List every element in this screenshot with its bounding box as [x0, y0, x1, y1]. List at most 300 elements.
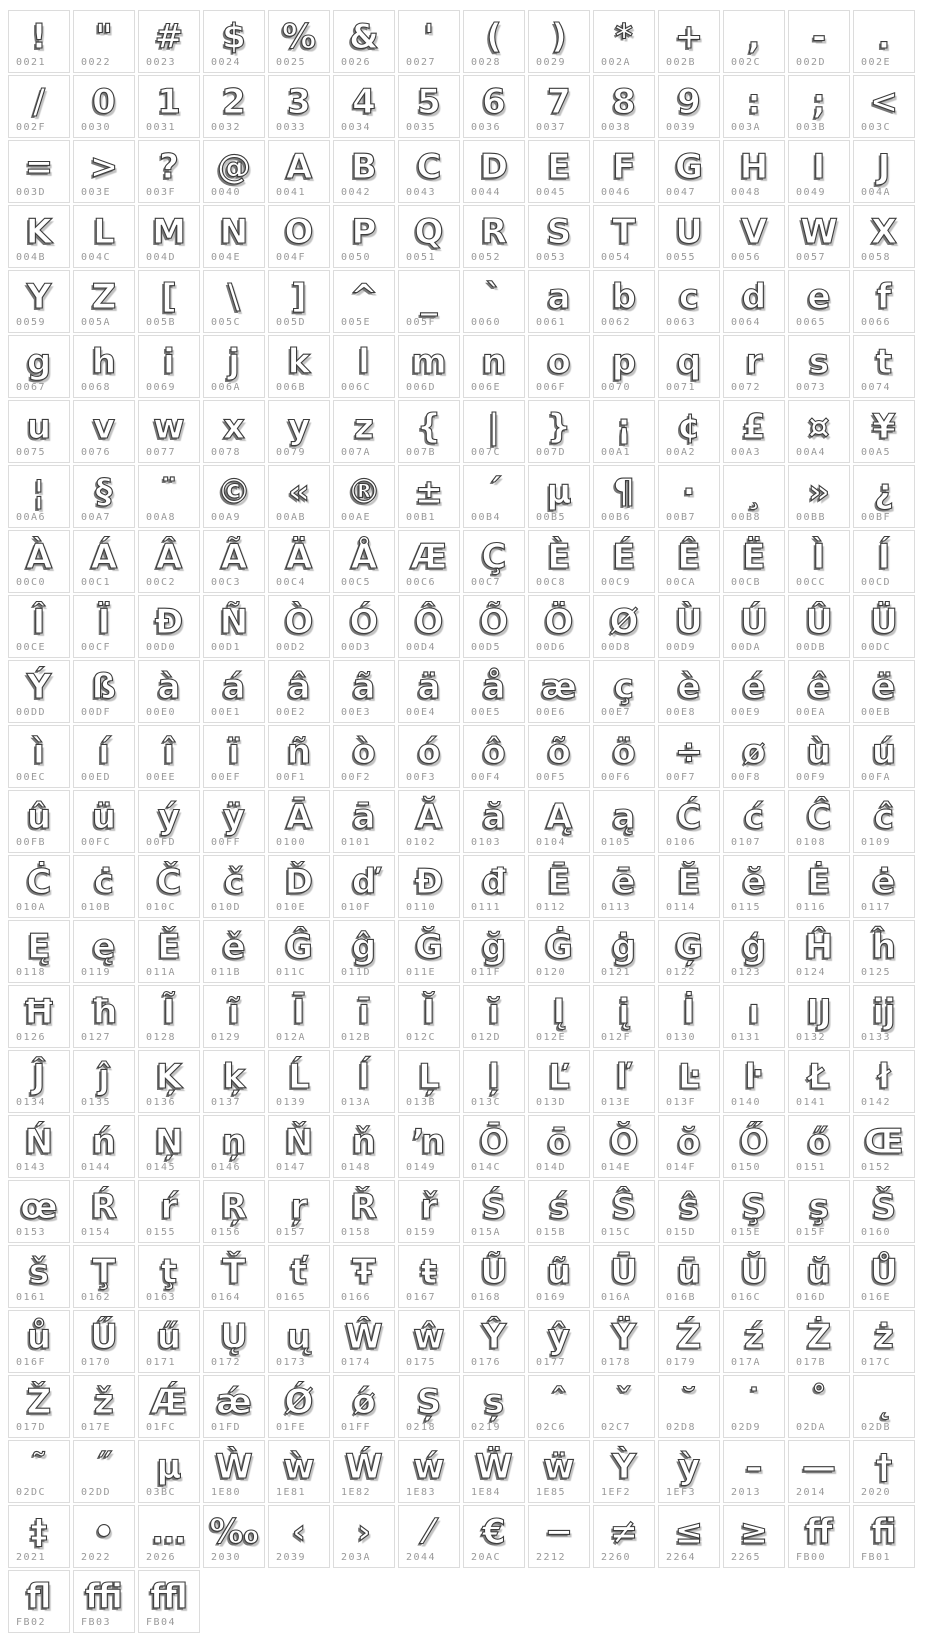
glyph-cell	[788, 530, 850, 593]
glyph: ù	[806, 732, 832, 772]
glyph-cell	[138, 1375, 200, 1438]
codepoint-label: 005B	[146, 317, 177, 328]
glyph: 6	[482, 82, 506, 122]
codepoint-label: 2212	[536, 1552, 567, 1563]
glyph: Ę	[27, 927, 51, 967]
codepoint-label: 00C0	[16, 577, 47, 588]
glyph-cell	[203, 140, 265, 203]
glyph-cell	[528, 1310, 590, 1373]
glyph: [	[161, 277, 177, 317]
glyph-cell	[333, 855, 395, 918]
codepoint-label: 01FE	[276, 1422, 307, 1433]
glyph-cell	[268, 270, 330, 333]
codepoint-label: 00D9	[666, 642, 697, 653]
glyph: Ť	[222, 1252, 246, 1292]
codepoint-label: 016B	[666, 1292, 697, 1303]
glyph-cell	[788, 140, 850, 203]
glyph: –	[745, 1447, 763, 1487]
codepoint-label: 0025	[276, 57, 307, 68]
glyph: Ċ	[26, 862, 52, 902]
glyph: Ğ	[415, 927, 443, 967]
codepoint-label: 00D2	[276, 642, 307, 653]
glyph: ē	[612, 862, 636, 902]
glyph-cell	[658, 985, 720, 1048]
glyph: ĝ	[351, 927, 377, 967]
glyph: ¢	[677, 407, 701, 447]
glyph-cell	[268, 1180, 330, 1243]
glyph-cell	[528, 855, 590, 918]
glyph-cell	[268, 1115, 330, 1178]
glyph: Ă	[415, 797, 443, 837]
codepoint-label: 0048	[731, 187, 762, 198]
glyph-cell	[398, 400, 460, 463]
glyph: ě	[222, 927, 246, 967]
glyph: 9	[677, 82, 701, 122]
glyph-cell	[593, 10, 655, 73]
codepoint-label: 0056	[731, 252, 762, 263]
glyph-cell	[138, 920, 200, 983]
glyph: é	[742, 667, 766, 707]
glyph-cell	[203, 1375, 265, 1438]
codepoint-label: 0119	[81, 967, 112, 978]
codepoint-label: 00B6	[601, 512, 632, 523]
codepoint-label: 005A	[81, 317, 112, 328]
glyph-cell	[853, 1245, 915, 1308]
glyph: k	[287, 342, 311, 382]
glyph: c	[678, 277, 700, 317]
codepoint-label: 016C	[731, 1292, 762, 1303]
glyph: €	[482, 1512, 506, 1552]
glyph-cell	[268, 725, 330, 788]
codepoint-label: 0037	[536, 122, 567, 133]
glyph: 3	[287, 82, 311, 122]
codepoint-label: 2039	[276, 1552, 307, 1563]
glyph-cell	[788, 205, 850, 268]
glyph: ß	[91, 667, 117, 707]
glyph: ō	[547, 1122, 571, 1162]
codepoint-label: 0111	[471, 902, 502, 913]
glyph: ŷ	[547, 1317, 571, 1357]
codepoint-label: 002A	[601, 57, 632, 68]
glyph-cell	[268, 595, 330, 658]
glyph: ¦	[32, 472, 46, 512]
codepoint-label: 0121	[601, 967, 632, 978]
codepoint-label: 0103	[471, 837, 502, 848]
glyph-cell	[138, 1180, 200, 1243]
glyph: s	[808, 342, 830, 382]
glyph-cell	[853, 75, 915, 138]
glyph: ŧ	[420, 1252, 438, 1292]
glyph-cell	[593, 1505, 655, 1568]
glyph: Ú	[740, 602, 768, 642]
glyph-cell	[463, 530, 525, 593]
glyph-cell	[268, 400, 330, 463]
glyph: ẁ	[283, 1447, 315, 1487]
glyph-cell	[593, 1180, 655, 1243]
glyph-cell	[528, 725, 590, 788]
glyph: ›	[356, 1512, 371, 1552]
codepoint-label: 011B	[211, 967, 242, 978]
codepoint-label: 0053	[536, 252, 567, 263]
glyph-cell	[723, 920, 785, 983]
glyph: I	[812, 147, 826, 187]
glyph: Ã	[220, 537, 248, 577]
glyph: Ő	[739, 1122, 769, 1162]
glyph-cell	[8, 400, 70, 463]
glyph-cell	[398, 1310, 460, 1373]
glyph: R	[480, 212, 508, 252]
glyph: =	[24, 147, 54, 187]
glyph: x	[223, 407, 245, 447]
glyph: ö	[612, 732, 636, 772]
glyph-cell	[528, 335, 590, 398]
codepoint-label: 0077	[146, 447, 177, 458]
glyph: Ň	[284, 1122, 314, 1162]
codepoint-label: 013A	[341, 1097, 372, 1108]
codepoint-label: 03BC	[146, 1487, 177, 1498]
codepoint-label: 1E80	[211, 1487, 242, 1498]
glyph-cell	[8, 465, 70, 528]
codepoint-label: 014C	[471, 1162, 502, 1173]
glyph: μ	[156, 1447, 182, 1487]
codepoint-label: 00EF	[211, 772, 242, 783]
glyph: ŗ	[290, 1187, 308, 1227]
codepoint-label: 00CF	[81, 642, 112, 653]
glyph-cell	[268, 1375, 330, 1438]
glyph: Ŵ	[345, 1317, 383, 1357]
glyph: O	[284, 212, 314, 252]
codepoint-label: 017E	[81, 1422, 112, 1433]
glyph: %	[281, 17, 317, 57]
codepoint-label: 00FA	[861, 772, 892, 783]
glyph: ‹	[291, 1512, 306, 1552]
glyph-cell	[528, 790, 590, 853]
glyph: ü	[91, 797, 117, 837]
codepoint-label: 0157	[276, 1227, 307, 1238]
glyph: í	[98, 732, 110, 772]
glyph-cell	[203, 660, 265, 723]
codepoint-label: 010D	[211, 902, 242, 913]
glyph-cell	[723, 335, 785, 398]
glyph-cell	[723, 1375, 785, 1438]
glyph-cell	[463, 465, 525, 528]
codepoint-label: 0101	[341, 837, 372, 848]
glyph-cell	[73, 465, 135, 528]
codepoint-label: 00AB	[276, 512, 307, 523]
glyph-cell	[463, 985, 525, 1048]
glyph-cell	[463, 660, 525, 723]
glyph-cell	[138, 1505, 200, 1568]
glyph: ;	[812, 82, 826, 122]
glyph-cell	[398, 10, 460, 73]
glyph: Ū	[610, 1252, 638, 1292]
glyph-cell	[138, 400, 200, 463]
glyph-cell	[398, 790, 460, 853]
glyph: Ŝ	[611, 1187, 637, 1227]
glyph: ¥	[872, 407, 896, 447]
codepoint-label: 00DC	[861, 642, 892, 653]
codepoint-label: 0120	[536, 967, 567, 978]
codepoint-label: 20AC	[471, 1552, 502, 1563]
glyph: {	[416, 407, 442, 447]
glyph: Ǿ	[284, 1382, 314, 1422]
glyph-cell	[268, 1245, 330, 1308]
glyph: Ş	[741, 1187, 767, 1227]
glyph: Ï	[97, 602, 111, 642]
codepoint-label: 00C1	[81, 577, 112, 588]
codepoint-label: 2020	[861, 1487, 892, 1498]
codepoint-label: 015A	[471, 1227, 502, 1238]
codepoint-label: 00C5	[341, 577, 372, 588]
glyph: Û	[805, 602, 833, 642]
codepoint-label: 005F	[406, 317, 437, 328]
glyph-cell	[73, 1375, 135, 1438]
glyph: £	[742, 407, 766, 447]
glyph: Ẃ	[345, 1447, 383, 1487]
codepoint-label: 005C	[211, 317, 242, 328]
codepoint-label: 00CB	[731, 577, 762, 588]
glyph: »	[808, 472, 830, 512]
codepoint-label: 0133	[861, 1032, 892, 1043]
glyph-cell	[788, 855, 850, 918]
codepoint-label: 010A	[16, 902, 47, 913]
glyph: å	[482, 667, 506, 707]
glyph-cell	[853, 335, 915, 398]
glyph-cell	[8, 855, 70, 918]
glyph: Q	[414, 212, 444, 252]
codepoint-label: 00E6	[536, 707, 567, 718]
codepoint-label: 0162	[81, 1292, 112, 1303]
glyph: ≥	[739, 1512, 769, 1552]
glyph-cell	[138, 75, 200, 138]
glyph-cell	[398, 465, 460, 528]
glyph: œ	[20, 1187, 58, 1227]
glyph-cell	[853, 400, 915, 463]
codepoint-label: 0177	[536, 1357, 567, 1368]
codepoint-label: 00C7	[471, 577, 502, 588]
codepoint-label: 02C7	[601, 1422, 632, 1433]
glyph: Ē	[547, 862, 571, 902]
codepoint-label: 0142	[861, 1097, 892, 1108]
codepoint-label: 00E3	[341, 707, 372, 718]
codepoint-label: 00DD	[16, 707, 47, 718]
codepoint-label: 00A5	[861, 447, 892, 458]
glyph: ¡	[616, 407, 632, 447]
glyph-cell	[723, 1180, 785, 1243]
codepoint-label: 0031	[146, 122, 177, 133]
glyph: −	[544, 1512, 574, 1552]
codepoint-label: 0116	[796, 902, 827, 913]
glyph-cell	[398, 205, 460, 268]
glyph: G	[675, 147, 703, 187]
glyph: P	[351, 212, 377, 252]
codepoint-label: 00EE	[146, 772, 177, 783]
codepoint-label: 0113	[601, 902, 632, 913]
glyph: d	[741, 277, 767, 317]
glyph-cell	[658, 725, 720, 788]
glyph: Æ	[410, 537, 448, 577]
glyph-cell	[333, 1115, 395, 1178]
glyph-cell	[138, 1115, 200, 1178]
glyph: Č	[156, 862, 182, 902]
codepoint-label: 0030	[81, 122, 112, 133]
glyph: Ŭ	[740, 1252, 768, 1292]
glyph: Ō	[479, 1122, 509, 1162]
glyph-cell	[723, 1050, 785, 1113]
codepoint-label: 0218	[406, 1422, 437, 1433]
glyph: J	[877, 147, 891, 187]
codepoint-label: 0106	[666, 837, 697, 848]
codepoint-label: 0146	[211, 1162, 242, 1173]
codepoint-label: 0049	[796, 187, 827, 198]
glyph-cell	[723, 1310, 785, 1373]
codepoint-label: 0078	[211, 447, 242, 458]
glyph-cell	[593, 1375, 655, 1438]
codepoint-label: 004B	[16, 252, 47, 263]
codepoint-label: 006E	[471, 382, 502, 393]
glyph-cell	[73, 1570, 135, 1633]
codepoint-label: 006A	[211, 382, 242, 393]
codepoint-label: 2030	[211, 1552, 242, 1563]
codepoint-label: 013E	[601, 1097, 632, 1108]
glyph-cell	[853, 1115, 915, 1178]
codepoint-label: 011E	[406, 967, 437, 978]
codepoint-label: 00CE	[16, 642, 47, 653]
glyph: ů	[26, 1317, 52, 1357]
codepoint-label: 013D	[536, 1097, 567, 1108]
codepoint-label: 011C	[276, 967, 307, 978]
glyph: Ỳ	[611, 1447, 637, 1487]
glyph-cell	[268, 465, 330, 528]
glyph-cell	[658, 75, 720, 138]
glyph: ĭ	[488, 992, 500, 1032]
codepoint-label: 017D	[16, 1422, 47, 1433]
glyph-cell	[853, 205, 915, 268]
codepoint-label: 0219	[471, 1422, 502, 1433]
codepoint-label: 0050	[341, 252, 372, 263]
codepoint-label: 0065	[796, 317, 827, 328]
codepoint-label: 00B1	[406, 512, 437, 523]
codepoint-label: 0124	[796, 967, 827, 978]
codepoint-label: 0059	[16, 317, 47, 328]
glyph: "	[95, 17, 113, 57]
glyph-cell	[73, 1180, 135, 1243]
codepoint-label: 00BF	[861, 512, 892, 523]
glyph-cell	[853, 10, 915, 73]
glyph: Ľ	[548, 1057, 570, 1097]
glyph-cell	[528, 530, 590, 593]
codepoint-label: 00F2	[341, 772, 372, 783]
codepoint-label: 00F1	[276, 772, 307, 783]
glyph-cell	[463, 205, 525, 268]
glyph: ˜	[30, 1447, 48, 1487]
codepoint-label: 0125	[861, 967, 892, 978]
codepoint-label: 0141	[796, 1097, 827, 1108]
codepoint-label: 2026	[146, 1552, 177, 1563]
codepoint-label: 003E	[81, 187, 112, 198]
glyph: Ĕ	[677, 862, 701, 902]
glyph-cell	[8, 660, 70, 723]
codepoint-label: 02DD	[81, 1487, 112, 1498]
codepoint-label: 0070	[601, 382, 632, 393]
codepoint-label: 013C	[471, 1097, 502, 1108]
glyph-cell	[853, 140, 915, 203]
glyph-cell	[788, 1440, 850, 1503]
glyph-cell	[788, 920, 850, 983]
glyph: ﬁ	[871, 1512, 897, 1552]
glyph-cell	[8, 270, 70, 333]
glyph: æ	[541, 667, 577, 707]
glyph: đ	[481, 862, 507, 902]
glyph-cell	[593, 140, 655, 203]
glyph: E	[547, 147, 571, 187]
glyph-cell	[333, 725, 395, 788]
glyph: ⁄	[426, 1512, 432, 1552]
codepoint-label: 006C	[341, 382, 372, 393]
glyph: ô	[482, 732, 506, 772]
codepoint-label: 0178	[601, 1357, 632, 1368]
glyph: ĥ	[871, 927, 897, 967]
glyph: §	[95, 472, 113, 512]
glyph: â	[287, 667, 311, 707]
glyph: Ĺ	[288, 1057, 310, 1097]
glyph-cell	[853, 270, 915, 333]
codepoint-label: 0061	[536, 317, 567, 328]
glyph: ę	[92, 927, 116, 967]
glyph-cell	[203, 75, 265, 138]
codepoint-label: FB02	[16, 1617, 47, 1628]
codepoint-label: 0109	[861, 837, 892, 848]
glyph: *	[615, 17, 633, 57]
glyph: ñ	[286, 732, 312, 772]
glyph-cell	[268, 855, 330, 918]
codepoint-label: 0169	[536, 1292, 567, 1303]
glyph: ý	[157, 797, 181, 837]
codepoint-label: 00A6	[16, 512, 47, 523]
codepoint-label: 00D3	[341, 642, 372, 653]
glyph-cell	[398, 1180, 460, 1243]
glyph-cell	[463, 140, 525, 203]
glyph: V	[740, 212, 768, 252]
glyph: ?	[159, 147, 179, 187]
codepoint-label: 0136	[146, 1097, 177, 1108]
glyph-cell	[73, 725, 135, 788]
glyph-cell	[138, 530, 200, 593]
codepoint-label: 00A8	[146, 512, 177, 523]
codepoint-label: 0051	[406, 252, 437, 263]
glyph: Ẁ	[215, 1447, 253, 1487]
glyph-cell	[788, 1245, 850, 1308]
glyph-cell	[723, 1245, 785, 1308]
glyph-cell	[398, 140, 460, 203]
glyph-cell	[73, 140, 135, 203]
glyph-cell	[138, 595, 200, 658]
glyph-cell	[463, 335, 525, 398]
codepoint-label: 00ED	[81, 772, 112, 783]
codepoint-label: 005E	[341, 317, 372, 328]
glyph-cell	[528, 400, 590, 463]
codepoint-label: 0167	[406, 1292, 437, 1303]
glyph: ﬀ	[805, 1512, 833, 1552]
glyph-cell	[788, 1180, 850, 1243]
glyph-cell	[268, 140, 330, 203]
glyph-cell	[398, 335, 460, 398]
glyph-cell	[853, 1310, 915, 1373]
codepoint-label: 00FC	[81, 837, 112, 848]
glyph: ŭ	[806, 1252, 832, 1292]
glyph: ġ	[611, 927, 637, 967]
glyph-cell	[203, 855, 265, 918]
